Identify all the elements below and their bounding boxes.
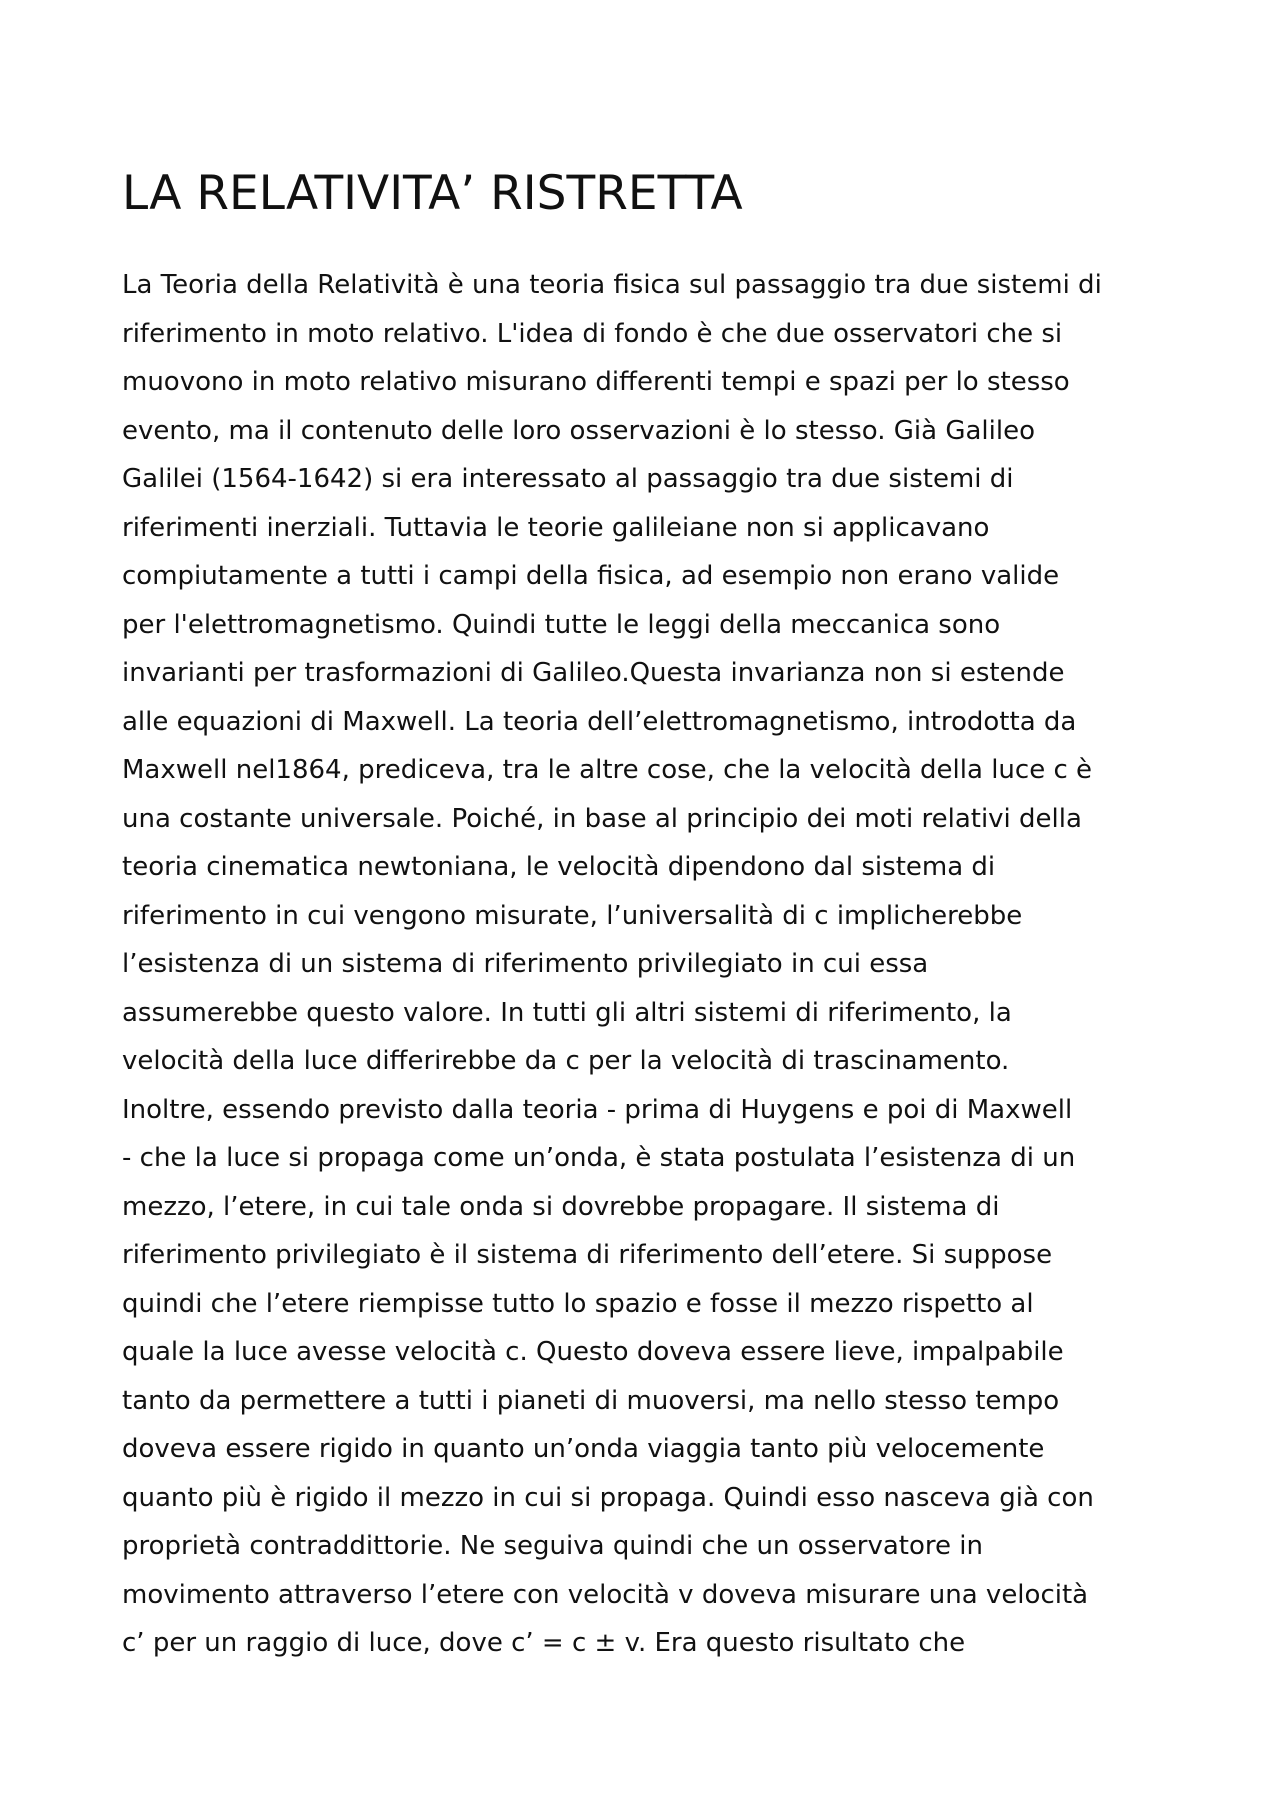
text-line: assumerebbe questo valore. In tutti gli altri sistemi di riferimento, la bbox=[122, 997, 1012, 1028]
text-line: Galilei (1564-1642) si era interessato al passaggio tra due sistemi di bbox=[122, 464, 1014, 494]
text-line: tanto da permettere a tutti i pianeti di muoversi, ma nello stesso tempo bbox=[122, 1385, 1060, 1416]
text-line: compiutamente a tutti i campi della fisica, ad esempio non erano valide bbox=[122, 561, 1060, 591]
text-line: riferimento privilegiato è il sistema di riferimento dell’etere. Si suppose bbox=[122, 1240, 1053, 1270]
text-line: La Teoria della Relatività è una teoria fisica sul passaggio tra due sistemi di bbox=[122, 270, 1102, 300]
text-line: l’esistenza di un sistema di riferimento privilegiato in cui essa bbox=[122, 949, 929, 979]
text-line: evento, ma il contenuto delle loro osservazioni è lo stesso. Già Galileo bbox=[122, 415, 1035, 446]
text-line: Maxwell nel1864, prediceva, tra le altre cose, che la velocità della luce c è bbox=[122, 755, 1093, 785]
text-line: invarianti per trasformazioni di Galileo.Questa invarianza non si estende bbox=[122, 658, 1065, 688]
text-line: doveva essere rigido in quanto un’onda viaggia tanto più velocemente bbox=[122, 1434, 1045, 1464]
text-line: - che la luce si propaga come un’onda, è stata postulata l’esistenza di un bbox=[122, 1143, 1076, 1173]
text-line: per l'elettromagnetismo. Quindi tutte le leggi della meccanica sono bbox=[122, 609, 1001, 640]
text-line: riferimenti inerziali. Tuttavia le teorie galileiane non si applicavano bbox=[122, 512, 990, 543]
text-line: proprietà contraddittorie. Ne seguiva quindi che un osservatore in bbox=[122, 1531, 983, 1561]
text-line: quindi che l’etere riempisse tutto lo spazio e fosse il mezzo rispetto al bbox=[122, 1288, 1034, 1319]
text-line: una costante universale. Poiché, in base al principio dei moti relativi della bbox=[122, 803, 1082, 834]
page-title: LA RELATIVITA’ RISTRETTA bbox=[122, 166, 743, 221]
text-line: quale la luce avesse velocità c. Questo doveva essere lieve, impalpabile bbox=[122, 1337, 1064, 1367]
body-paragraph bbox=[122, 261, 1182, 1668]
text-line: c’ per un raggio di luce, dove c’ = c ± v. Era questo risultato che bbox=[122, 1628, 966, 1658]
text-line: quanto più è rigido il mezzo in cui si propaga. Quindi esso nasceva già con bbox=[122, 1482, 1094, 1513]
text-line: muovono in moto relativo misurano differenti tempi e spazi per lo stesso bbox=[122, 367, 1070, 397]
text-line: velocità della luce differirebbe da c per la velocità di trascinamento. bbox=[122, 1046, 1010, 1076]
text-line: mezzo, l’etere, in cui tale onda si dovrebbe propagare. Il sistema di bbox=[122, 1191, 1000, 1222]
text-line: riferimento in cui vengono misurate, l’universalità di c implicherebbe bbox=[122, 900, 1023, 931]
text-line: alle equazioni di Maxwell. La teoria dell’elettromagnetismo, introdotta da bbox=[122, 706, 1077, 737]
text-line: teoria cinematica newtoniana, le velocità dipendono dal sistema di bbox=[122, 852, 996, 882]
text-line: movimento attraverso l’etere con velocità v doveva misurare una velocità bbox=[122, 1579, 1089, 1610]
text-line: Inoltre, essendo previsto dalla teoria - prima di Huygens e poi di Maxwell bbox=[122, 1094, 1073, 1125]
text-line: riferimento in moto relativo. L'idea di fondo è che due osservatori che si bbox=[122, 318, 1063, 349]
